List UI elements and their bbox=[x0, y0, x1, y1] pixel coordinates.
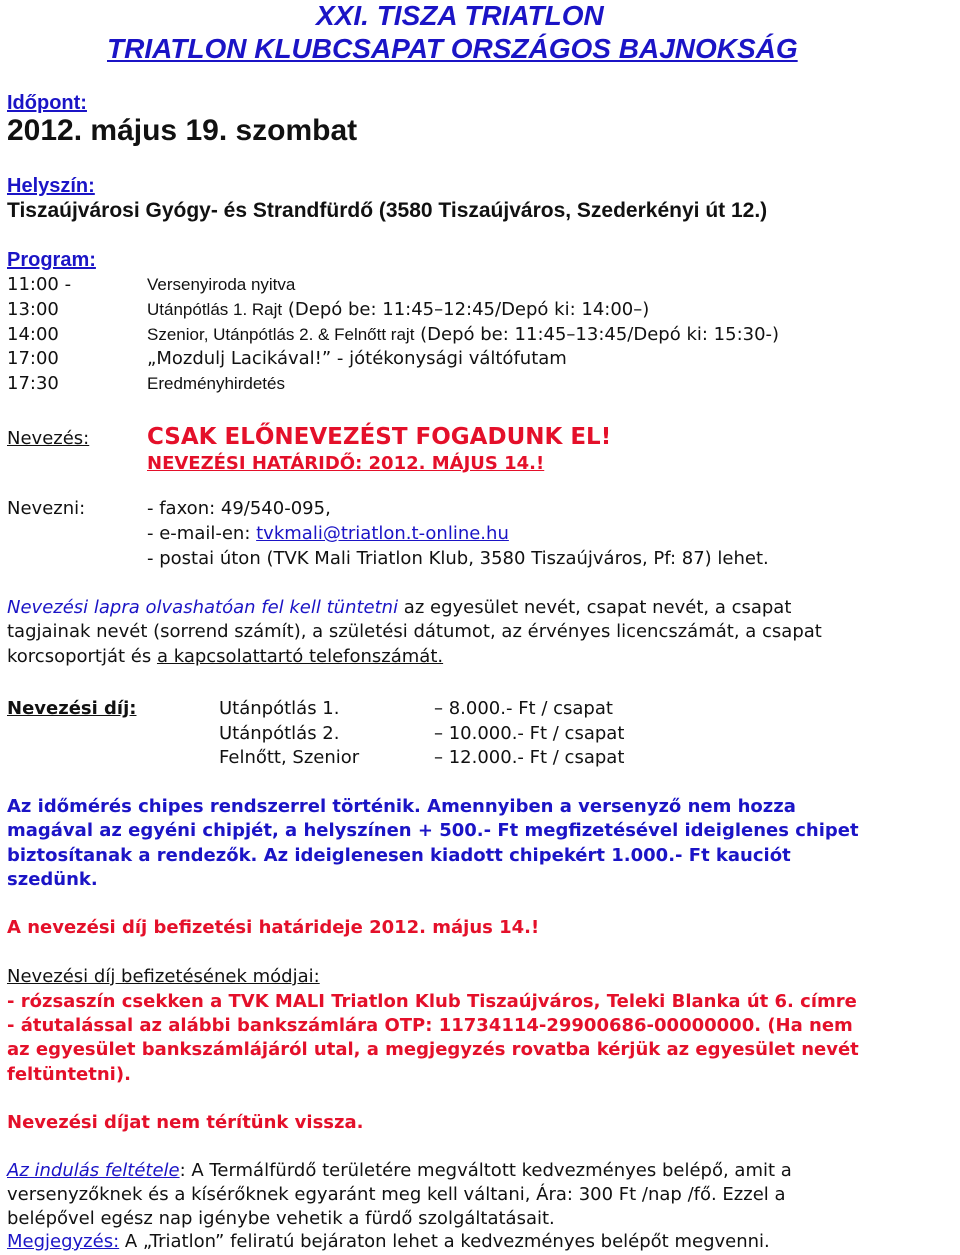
form-note-lead: Nevezési lapra olvashatóan fel kell tüntetni bbox=[7, 597, 399, 618]
event-date: 2012. május 19. szombat bbox=[7, 114, 358, 147]
fee-category: Felnőtt, Szenior bbox=[219, 747, 360, 768]
chip-line: Az időmérés chipes rendszerrel történik. Amennyiben a versenyző nem hozza bbox=[7, 796, 796, 817]
payment-line: az egyesület bankszámlájáról utal, a megjegyzés rovatba kérjük az egyesület nevét bbox=[7, 1039, 859, 1060]
program-item bbox=[147, 324, 779, 345]
program-desc: Versenyiroda nyitva bbox=[147, 275, 296, 294]
fees-label: Nevezési díj: bbox=[7, 698, 137, 719]
location-label: Helyszín: bbox=[7, 175, 95, 197]
location-value: Tiszaújvárosi Gyógy- és Strandfürdő (3580 Tiszaújváros, Szederkényi út 12.) bbox=[7, 199, 768, 222]
program-desc: Eredményhirdetés bbox=[147, 374, 285, 393]
email-link[interactable]: tvkmali@triatlon.t-online.hu bbox=[256, 523, 509, 544]
program-item bbox=[147, 299, 649, 320]
howto-post: - postai úton (TVK Mali Triatlon Klub, 3580 Tiszaújváros, Pf: 87) lehet. bbox=[147, 548, 769, 569]
no-refund-notice: Nevezési díjat nem térítünk vissza. bbox=[7, 1112, 364, 1133]
howto-fax: - faxon: 49/540-095, bbox=[147, 498, 331, 519]
program-time: 13:00 bbox=[7, 299, 59, 320]
program-item bbox=[147, 348, 567, 369]
time-label: Időpont: bbox=[7, 92, 87, 114]
payment-line: - átutalással az alábbi bankszámlára OTP: 11734114-29900686-00000000. (Ha nem bbox=[7, 1015, 853, 1036]
payment-line: - rózsaszín csekken a TVK MALI Triatlon Klub Tiszaújváros, Teleki Blanka út 6. címre bbox=[7, 991, 857, 1012]
conditions-line2: versenyzőknek és a kísérőknek egyaránt meg kell váltani, Ára: 300 Ft /nap /fő. Ezzel a bbox=[7, 1184, 786, 1205]
program-item bbox=[147, 373, 285, 394]
howto-email-prefix: - e-mail-en: bbox=[147, 523, 257, 544]
payment-label: Nevezési díj befizetésének módjai: bbox=[7, 966, 320, 987]
chip-line: magával az egyéni chipjét, a helyszínen + 500.- Ft megfizetésével ideiglenes chipet bbox=[7, 820, 859, 841]
form-note-line2: tagjainak nevét (sorrend számít), a születési dátumot, az érvényes licencszámát, a csapat bbox=[7, 621, 822, 642]
remark-text: A „Triatlon” feliratú bejáraton lehet a kedvezményes belépőt megvenni. bbox=[119, 1231, 770, 1252]
program-time: 14:00 bbox=[7, 324, 59, 345]
program-desc: „Mozdulj Lacikával!” - jótékonysági váltófutam bbox=[147, 348, 567, 369]
conditions-label: Az indulás feltétele bbox=[7, 1160, 180, 1181]
form-note-rest: az egyesület nevét, csapat nevét, a csapat bbox=[398, 597, 792, 618]
conditions-text: : A Termálfürdő területére megváltott kedvezményes belépő, amit a bbox=[179, 1160, 792, 1181]
remark-label: Megjegyzés: bbox=[7, 1231, 120, 1252]
entry-label: Nevezés: bbox=[7, 428, 90, 449]
program-desc: Utánpótlás 1. Rajt bbox=[147, 300, 283, 319]
fee-price: – 10.000.- Ft / csapat bbox=[434, 723, 625, 744]
conditions-line1 bbox=[7, 1160, 792, 1181]
payment-deadline: A nevezési díj befizetési határideje 2012. május 14.! bbox=[7, 917, 540, 938]
remark-line bbox=[7, 1231, 770, 1252]
program-time: 11:00 - bbox=[7, 274, 72, 295]
program-desc-depot: (Depó be: 11:45–12:45/Depó ki: 14:00–) bbox=[282, 299, 650, 320]
fee-price: – 12.000.- Ft / csapat bbox=[434, 747, 625, 768]
form-note-line3 bbox=[7, 646, 443, 667]
program-desc-depot: (Depó be: 11:45–13:45/Depó ki: 15:30-) bbox=[414, 324, 780, 345]
form-note-pre: korcsoportját és bbox=[7, 646, 157, 667]
program-time: 17:30 bbox=[7, 373, 59, 394]
chip-line: biztosítanak a rendezők. Az ideiglenesen kiadott chipekért 1.000.- Ft kauciót bbox=[7, 845, 791, 866]
form-note-line1 bbox=[7, 597, 791, 618]
fee-category: Utánpótlás 1. bbox=[219, 698, 340, 719]
program-label: Program: bbox=[7, 249, 96, 271]
program-desc: Szenior, Utánpótlás 2. & Felnőtt rajt bbox=[147, 325, 415, 344]
conditions-line3: belépővel egész nap igénybe vehetik a fürdő szolgáltatásait. bbox=[7, 1208, 555, 1229]
doc-subtitle: TRIATLON KLUBCSAPAT ORSZÁGOS BAJNOKSÁG bbox=[107, 33, 798, 64]
howto-label: Nevezni: bbox=[7, 498, 86, 519]
program-item bbox=[147, 274, 295, 295]
entry-notice: CSAK ELŐNEVEZÉST FOGADUNK EL! bbox=[147, 424, 612, 450]
program-time: 17:00 bbox=[7, 348, 59, 369]
chip-line: szedünk. bbox=[7, 869, 98, 890]
form-note-contact: a kapcsolattartó telefonszámát. bbox=[156, 646, 444, 667]
fee-category: Utánpótlás 2. bbox=[219, 723, 340, 744]
payment-line: feltüntetni). bbox=[7, 1064, 131, 1085]
doc-title: XXI. TISZA TRIATLON bbox=[316, 0, 604, 31]
entry-deadline: NEVEZÉSI HATÁRIDŐ: 2012. MÁJUS 14.! bbox=[147, 453, 545, 474]
fee-price: – 8.000.- Ft / csapat bbox=[434, 698, 613, 719]
howto-email-line bbox=[147, 523, 509, 544]
